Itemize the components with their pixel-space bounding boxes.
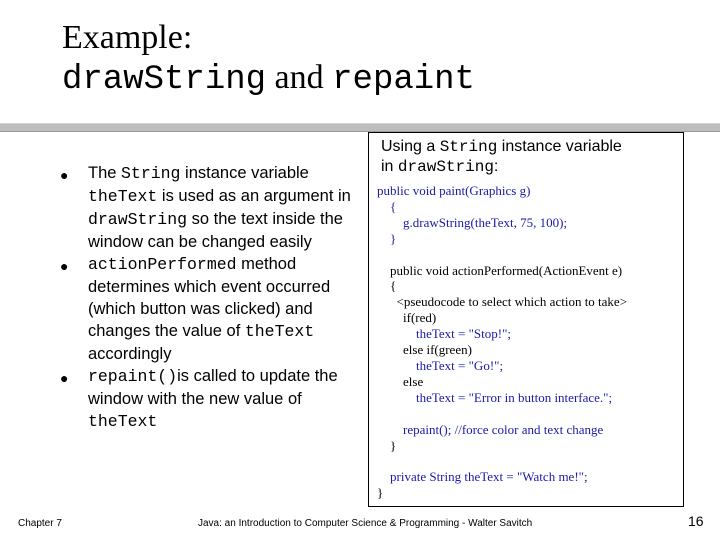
code-line xyxy=(377,406,627,422)
code-term: actionPerformed xyxy=(88,255,237,274)
code-line: g.drawString(theText, 75, 100); xyxy=(377,214,568,230)
panel-heading-mono: drawString xyxy=(397,158,494,176)
panel-heading xyxy=(381,137,622,177)
code-term: theText xyxy=(88,187,158,206)
bullet-text: The xyxy=(88,164,122,182)
code-line: { xyxy=(377,198,397,214)
bullet-marker-icon: ● xyxy=(60,258,69,274)
title-method-repaint: repaint xyxy=(332,61,475,99)
bullet-list xyxy=(56,162,356,433)
bullet-text: method determines which event occurred (which button was clicked) and changes the value of xyxy=(88,255,331,340)
code-listing xyxy=(377,183,627,501)
code-line: theText = "Go!"; xyxy=(377,357,504,373)
code-panel xyxy=(368,132,684,507)
code-line: if(red) xyxy=(377,310,437,326)
panel-heading-text: instance variable xyxy=(497,138,622,155)
footer-book-title: Java: an Introduction to Computer Science & Programming - Walter Savitch xyxy=(198,518,533,529)
bullet-marker-icon: ● xyxy=(60,167,69,183)
code-line: public void paint(Graphics g) xyxy=(377,183,531,198)
code-term: theText xyxy=(244,322,315,341)
code-line: theText = "Stop!"; xyxy=(377,326,512,342)
bullet-text: instance variable xyxy=(180,164,309,182)
code-line: } xyxy=(377,485,384,501)
code-line: theText = "Error in button interface."; xyxy=(377,389,613,405)
bullet-text: is used as an argument in xyxy=(157,187,351,205)
code-line: { xyxy=(377,278,397,294)
panel-heading-text: Using a xyxy=(381,138,440,155)
code-line: } xyxy=(377,437,397,453)
code-term: String xyxy=(121,164,181,183)
page-number: 16 xyxy=(688,513,704,529)
code-line: else if(green) xyxy=(377,342,472,358)
code-line: public void actionPerformed(ActionEvent e) xyxy=(377,262,623,278)
code-term: drawString xyxy=(88,210,188,229)
title-line-2 xyxy=(62,58,475,100)
code-line: <pseudocode to select which action to take> xyxy=(377,294,628,310)
bullet-text: accordingly xyxy=(88,345,172,363)
title-and: and xyxy=(266,59,333,96)
bullet-item xyxy=(56,253,356,365)
code-line xyxy=(377,247,627,263)
slide-title xyxy=(62,18,475,100)
title-divider xyxy=(0,123,720,132)
bullet-item xyxy=(56,365,356,433)
code-term: repaint() xyxy=(88,367,178,386)
code-line: } xyxy=(377,230,397,246)
panel-heading-mono: String xyxy=(439,138,498,156)
code-line: private String theText = "Watch me!"; xyxy=(377,469,588,485)
bullet-marker-icon: ● xyxy=(60,370,69,386)
panel-heading-text: in xyxy=(381,158,398,175)
bullet-text: so the text inside the window can be changed easily xyxy=(88,210,343,251)
code-line: else xyxy=(377,373,424,389)
code-term: theText xyxy=(88,412,158,431)
bullet-text: is called to update the window with the new value of xyxy=(88,367,338,408)
code-line: repaint(); //force color and text change xyxy=(377,421,604,437)
panel-heading-text: : xyxy=(493,158,499,175)
title-method-drawstring: drawString xyxy=(62,61,267,99)
title-line-1: Example: xyxy=(62,19,193,56)
chapter-label: Chapter 7 xyxy=(18,518,62,529)
bullet-item xyxy=(56,162,356,253)
code-line xyxy=(377,453,627,469)
